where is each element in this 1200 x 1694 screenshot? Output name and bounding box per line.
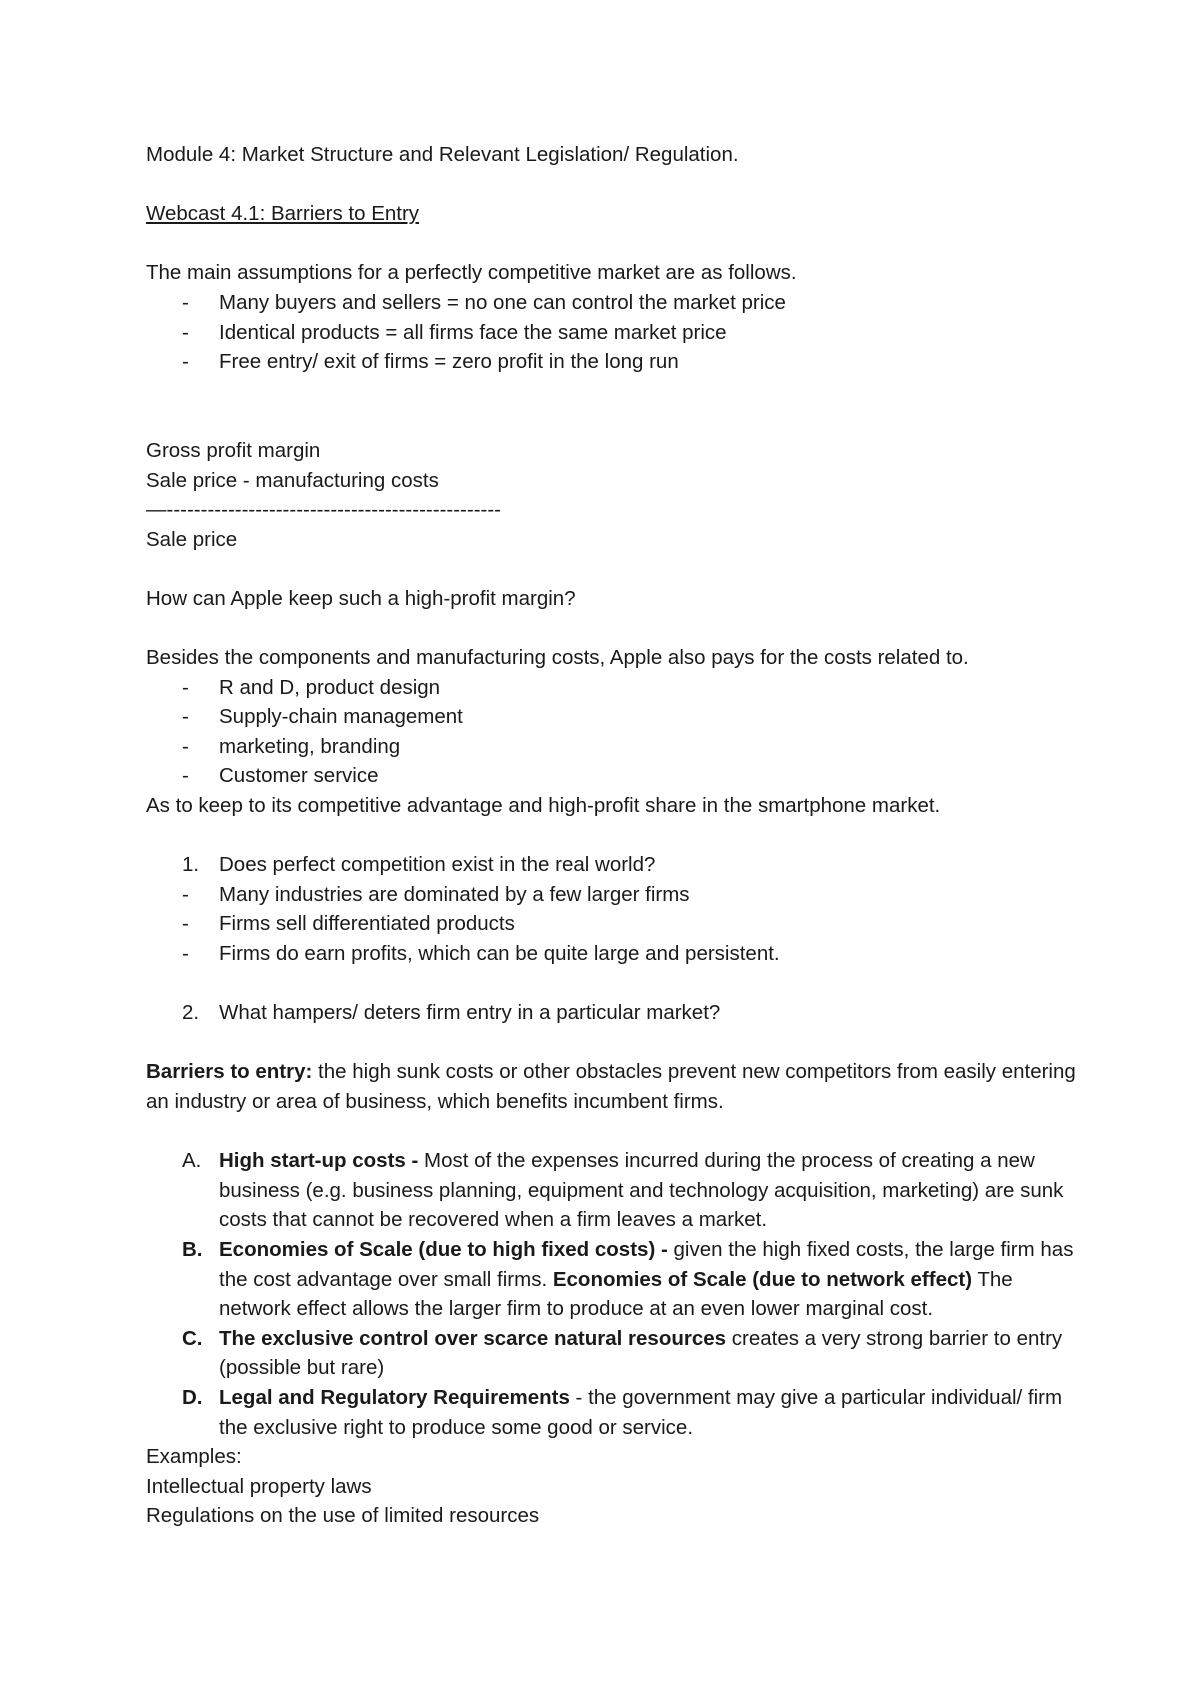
list-item: - R and D, product design bbox=[146, 673, 1076, 703]
list-item: - Firms do earn profits, which can be quite large and persistent. bbox=[146, 939, 1076, 969]
bullet-marker: - bbox=[182, 320, 189, 344]
list-item: - Supply-chain management bbox=[146, 702, 1076, 732]
list-item: - Customer service bbox=[146, 761, 1076, 791]
list-item: - Many buyers and sellers = no one can control the market price bbox=[146, 288, 1076, 318]
webcast-title: Webcast 4.1: Barriers to Entry bbox=[146, 202, 420, 226]
examples-label: Examples: bbox=[146, 1445, 242, 1469]
barrier-marker: A. bbox=[182, 1149, 202, 1173]
question-number: 1. bbox=[182, 853, 200, 877]
question-number: 2. bbox=[182, 1001, 200, 1025]
bullet-marker: - bbox=[182, 734, 189, 758]
module-title: Module 4: Market Structure and Relevant Legislation/ Regulation. bbox=[146, 143, 739, 166]
barrier-marker: C. bbox=[182, 1326, 203, 1350]
barrier-marker: D. bbox=[182, 1385, 203, 1409]
bullet-marker: - bbox=[182, 675, 189, 699]
bullet-marker: - bbox=[182, 912, 189, 936]
list-item: - Identical products = all firms face the same market price bbox=[146, 318, 1076, 348]
bullet-marker: - bbox=[182, 350, 189, 374]
formula-denominator: Sale price bbox=[146, 527, 238, 551]
list-item: - marketing, branding bbox=[146, 732, 1076, 762]
costs-outro: As to keep to its competitive advantage and high-profit share in the smartphone market. bbox=[146, 794, 941, 818]
example-item: Regulations on the use of limited resources bbox=[146, 1504, 540, 1528]
document-page bbox=[146, 140, 1076, 1531]
costs-intro: Besides the components and manufacturing costs, Apple also pays for the costs related to. bbox=[146, 646, 969, 670]
question-1: 1. Does perfect competition exist in the real world? bbox=[146, 850, 1076, 880]
definition-term: Barriers to entry: bbox=[146, 1060, 313, 1084]
bullet-marker: - bbox=[182, 705, 189, 729]
formula-title: Gross profit margin bbox=[146, 438, 321, 462]
assumptions-intro: The main assumptions for a perfectly competitive market are as follows. bbox=[146, 261, 797, 285]
list-item: - Free entry/ exit of firms = zero profit in the long run bbox=[146, 347, 1076, 377]
example-item: Intellectual property laws bbox=[146, 1474, 372, 1498]
bullet-marker: - bbox=[182, 764, 189, 788]
barrier-item-d: D. Legal and Regulatory Requirements - the government may give a particular individual/ firm the exclusive right to produce some good or service. bbox=[146, 1383, 1076, 1442]
barriers-definition bbox=[146, 1057, 1076, 1116]
question-2: 2. What hampers/ deters firm entry in a particular market? bbox=[146, 998, 1076, 1028]
bullet-marker: - bbox=[182, 882, 189, 906]
barrier-marker: B. bbox=[182, 1237, 203, 1261]
bullet-marker: - bbox=[182, 942, 189, 966]
barrier-item-c: C. The exclusive control over scarce natural resources creates a very strong barrier to entry (possible but rare) bbox=[146, 1324, 1076, 1383]
list-item: - Firms sell differentiated products bbox=[146, 909, 1076, 939]
list-item: - Many industries are dominated by a few larger firms bbox=[146, 880, 1076, 910]
barrier-item-a: A. High start-up costs - Most of the expenses incurred during the process of creating a new business (e.g. business planning, equipment and technology acquisition, marketing) are sunk costs that cannot be recovered when a firm leaves a market. bbox=[146, 1146, 1076, 1235]
apple-question: How can Apple keep such a high-profit margin? bbox=[146, 586, 576, 610]
bullet-marker: - bbox=[182, 290, 189, 314]
formula-divider: —------------------------------------------------- bbox=[146, 498, 502, 522]
definition-text: the high sunk costs or other obstacles prevent new competitors from easily entering an industry or area of business, which benefits incumbent firms. bbox=[146, 1060, 1076, 1113]
barrier-item-b: B. Economies of Scale (due to high fixed costs) - given the high fixed costs, the large firm has the cost advantage over small firms. Economies of Scale (due to network effect) The network effect allows the larger firm to produce at an even lower marginal cost. bbox=[146, 1235, 1076, 1324]
formula-numerator: Sale price - manufacturing costs bbox=[146, 468, 439, 492]
